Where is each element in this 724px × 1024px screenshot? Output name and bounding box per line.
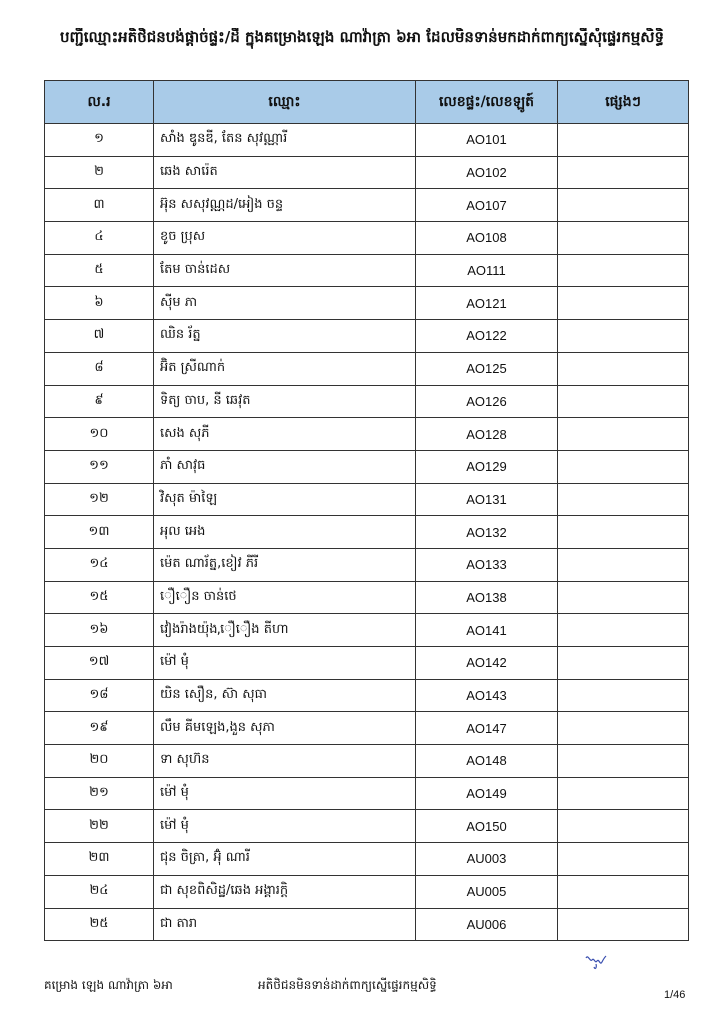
row-name: វៀងរ៉ាងយ៉ុង,ឿឿង តីហា — [154, 614, 416, 647]
row-number: ៦ — [45, 287, 154, 320]
row-number: ១៣ — [45, 516, 154, 549]
row-house-lot-number: AO122 — [416, 320, 558, 353]
table-row — [45, 124, 689, 157]
table-row — [45, 254, 689, 287]
row-house-lot-number: AU003 — [416, 843, 558, 876]
row-name: ម៉ៅ មុំ — [154, 810, 416, 843]
row-number: ៨ — [45, 352, 154, 385]
row-number: ១៦ — [45, 614, 154, 647]
row-other — [558, 254, 689, 287]
table-row — [45, 287, 689, 320]
row-number: ១០ — [45, 418, 154, 451]
row-name: ស៊ីម ភា — [154, 287, 416, 320]
row-other — [558, 777, 689, 810]
footer-description: អតិថិជនមិនទាន់ដាក់ពាក្យស្នើផ្ទេរកម្មសិទ្ធិ — [258, 978, 437, 992]
row-number: ៩ — [45, 385, 154, 418]
row-name: វិសុត ម៉ាឡៃ — [154, 483, 416, 516]
row-number: ៥ — [45, 254, 154, 287]
row-other — [558, 320, 689, 353]
row-house-lot-number: AO150 — [416, 810, 558, 843]
row-house-lot-number: AO141 — [416, 614, 558, 647]
row-other — [558, 418, 689, 451]
row-other — [558, 483, 689, 516]
table-row — [45, 156, 689, 189]
row-name: ម៉ៅ មុំ — [154, 647, 416, 680]
footer-project-name: គម្រោង ឡេង ណាវ៉ាត្រា ៦អា — [44, 978, 173, 992]
row-other — [558, 385, 689, 418]
row-name: អុល អេង — [154, 516, 416, 549]
row-house-lot-number: AO133 — [416, 548, 558, 581]
header-name: ឈ្មោះ — [154, 81, 416, 124]
row-name: ជា សុខពិសិដ្ឋ/ឆេង អង្គារក្តិ — [154, 875, 416, 908]
row-other — [558, 352, 689, 385]
table-row — [45, 352, 689, 385]
row-other — [558, 647, 689, 680]
row-name: ឈិន រ័ត្ន — [154, 320, 416, 353]
row-other — [558, 679, 689, 712]
row-name: អ៊ិត ស្រីណាក់ — [154, 352, 416, 385]
table-row — [45, 843, 689, 876]
table-body — [45, 124, 689, 941]
document-title: បញ្ជីឈ្មោះអតិថិជនបង់ផ្តាច់ផ្ទះ/ដី ក្នុងគម្រោងឡេង ណាវ៉ាត្រា ៦អា ដែលមិនទាន់មកដាក់ពាក្យស្នើសុំផ្ទេរកម្មសិទ្ធិ — [59, 28, 665, 46]
row-house-lot-number: AO102 — [416, 156, 558, 189]
table-row — [45, 450, 689, 483]
row-other — [558, 516, 689, 549]
table-row — [45, 189, 689, 222]
row-house-lot-number: AO125 — [416, 352, 558, 385]
row-house-lot-number: AO111 — [416, 254, 558, 287]
row-number: ៤ — [45, 222, 154, 255]
row-other — [558, 810, 689, 843]
row-other — [558, 908, 689, 941]
row-other — [558, 745, 689, 778]
row-other — [558, 614, 689, 647]
table-row — [45, 516, 689, 549]
table-row — [45, 222, 689, 255]
table-row — [45, 712, 689, 745]
row-house-lot-number: AO126 — [416, 385, 558, 418]
row-house-lot-number: AO128 — [416, 418, 558, 451]
row-number: ១៨ — [45, 679, 154, 712]
row-name: សាំង ឌូនឌី, តែន សុវណ្ណារី — [154, 124, 416, 157]
table-row — [45, 581, 689, 614]
table-row — [45, 418, 689, 451]
row-house-lot-number: AO132 — [416, 516, 558, 549]
row-house-lot-number: AO138 — [416, 581, 558, 614]
row-other — [558, 222, 689, 255]
row-other — [558, 843, 689, 876]
table-row — [45, 745, 689, 778]
row-number: ២១ — [45, 777, 154, 810]
row-name: សេង សុភី — [154, 418, 416, 451]
row-name: ជា តារា — [154, 908, 416, 941]
row-number: ៧ — [45, 320, 154, 353]
row-number: ២៥ — [45, 908, 154, 941]
signature-mark — [584, 952, 608, 972]
row-house-lot-number: AO149 — [416, 777, 558, 810]
table-row — [45, 320, 689, 353]
row-house-lot-number: AU006 — [416, 908, 558, 941]
row-number: ២២ — [45, 810, 154, 843]
row-name: ទា សុហ៊ន — [154, 745, 416, 778]
row-number: ១៤ — [45, 548, 154, 581]
row-other — [558, 712, 689, 745]
row-house-lot-number: AO147 — [416, 712, 558, 745]
table-row — [45, 875, 689, 908]
row-number: ២៤ — [45, 875, 154, 908]
row-house-lot-number: AO107 — [416, 189, 558, 222]
row-house-lot-number: AO143 — [416, 679, 558, 712]
row-name: ទិត្យ ចាប, នី ឆេវុត — [154, 385, 416, 418]
row-name: យិន សឿន, ស៊ា សុធា — [154, 679, 416, 712]
customer-table — [44, 80, 689, 941]
row-other — [558, 548, 689, 581]
row-other — [558, 287, 689, 320]
row-number: ១៩ — [45, 712, 154, 745]
row-name: ខូច ប្រុស — [154, 222, 416, 255]
row-house-lot-number: AU005 — [416, 875, 558, 908]
row-number: ១២ — [45, 483, 154, 516]
row-number: ១១ — [45, 450, 154, 483]
row-name: ភាំ សាវុធ — [154, 450, 416, 483]
row-other — [558, 875, 689, 908]
table-row — [45, 483, 689, 516]
table-row — [45, 908, 689, 941]
row-name: ជុន ចិត្រា, អ៊ុំ ណារី — [154, 843, 416, 876]
table-row — [45, 679, 689, 712]
table-row — [45, 777, 689, 810]
row-other — [558, 124, 689, 157]
row-house-lot-number: AO142 — [416, 647, 558, 680]
row-house-lot-number: AO131 — [416, 483, 558, 516]
row-number: ៣ — [45, 189, 154, 222]
table-header-row — [45, 81, 689, 124]
row-number: ១៧ — [45, 647, 154, 680]
row-name: ម៉េត ណារ័ត្ន,ខៀវ ភីរី — [154, 548, 416, 581]
row-name: ម៉ៅ មុំ — [154, 777, 416, 810]
row-number: ២៣ — [45, 843, 154, 876]
table-row — [45, 647, 689, 680]
header-house-lot-number: លេខផ្ទះ/លេខឡូត៍ — [416, 81, 558, 124]
page-number: 1/46 — [664, 989, 686, 1001]
row-house-lot-number: AO129 — [416, 450, 558, 483]
row-name: ឆេង សារ៉េត — [154, 156, 416, 189]
row-name: ឿឿន ចាន់ថេ — [154, 581, 416, 614]
row-house-lot-number: AO101 — [416, 124, 558, 157]
row-house-lot-number: AO108 — [416, 222, 558, 255]
table-row — [45, 614, 689, 647]
row-name: តែម ចាន់ដេស — [154, 254, 416, 287]
table-row — [45, 385, 689, 418]
header-other: ផ្សេងៗ — [558, 81, 689, 124]
row-number: ១៥ — [45, 581, 154, 614]
row-name: អ៊ុន សសុវណ្ណដ/អៀង ចន្ទ — [154, 189, 416, 222]
row-number: ២០ — [45, 745, 154, 778]
row-number: ២ — [45, 156, 154, 189]
header-number: ល.រ — [45, 81, 154, 124]
row-house-lot-number: AO148 — [416, 745, 558, 778]
table-row — [45, 548, 689, 581]
table-row — [45, 810, 689, 843]
row-name: លឹម គីមឡេង,ងួន សុភា — [154, 712, 416, 745]
row-other — [558, 450, 689, 483]
row-house-lot-number: AO121 — [416, 287, 558, 320]
row-other — [558, 581, 689, 614]
row-other — [558, 156, 689, 189]
row-other — [558, 189, 689, 222]
row-number: ១ — [45, 124, 154, 157]
